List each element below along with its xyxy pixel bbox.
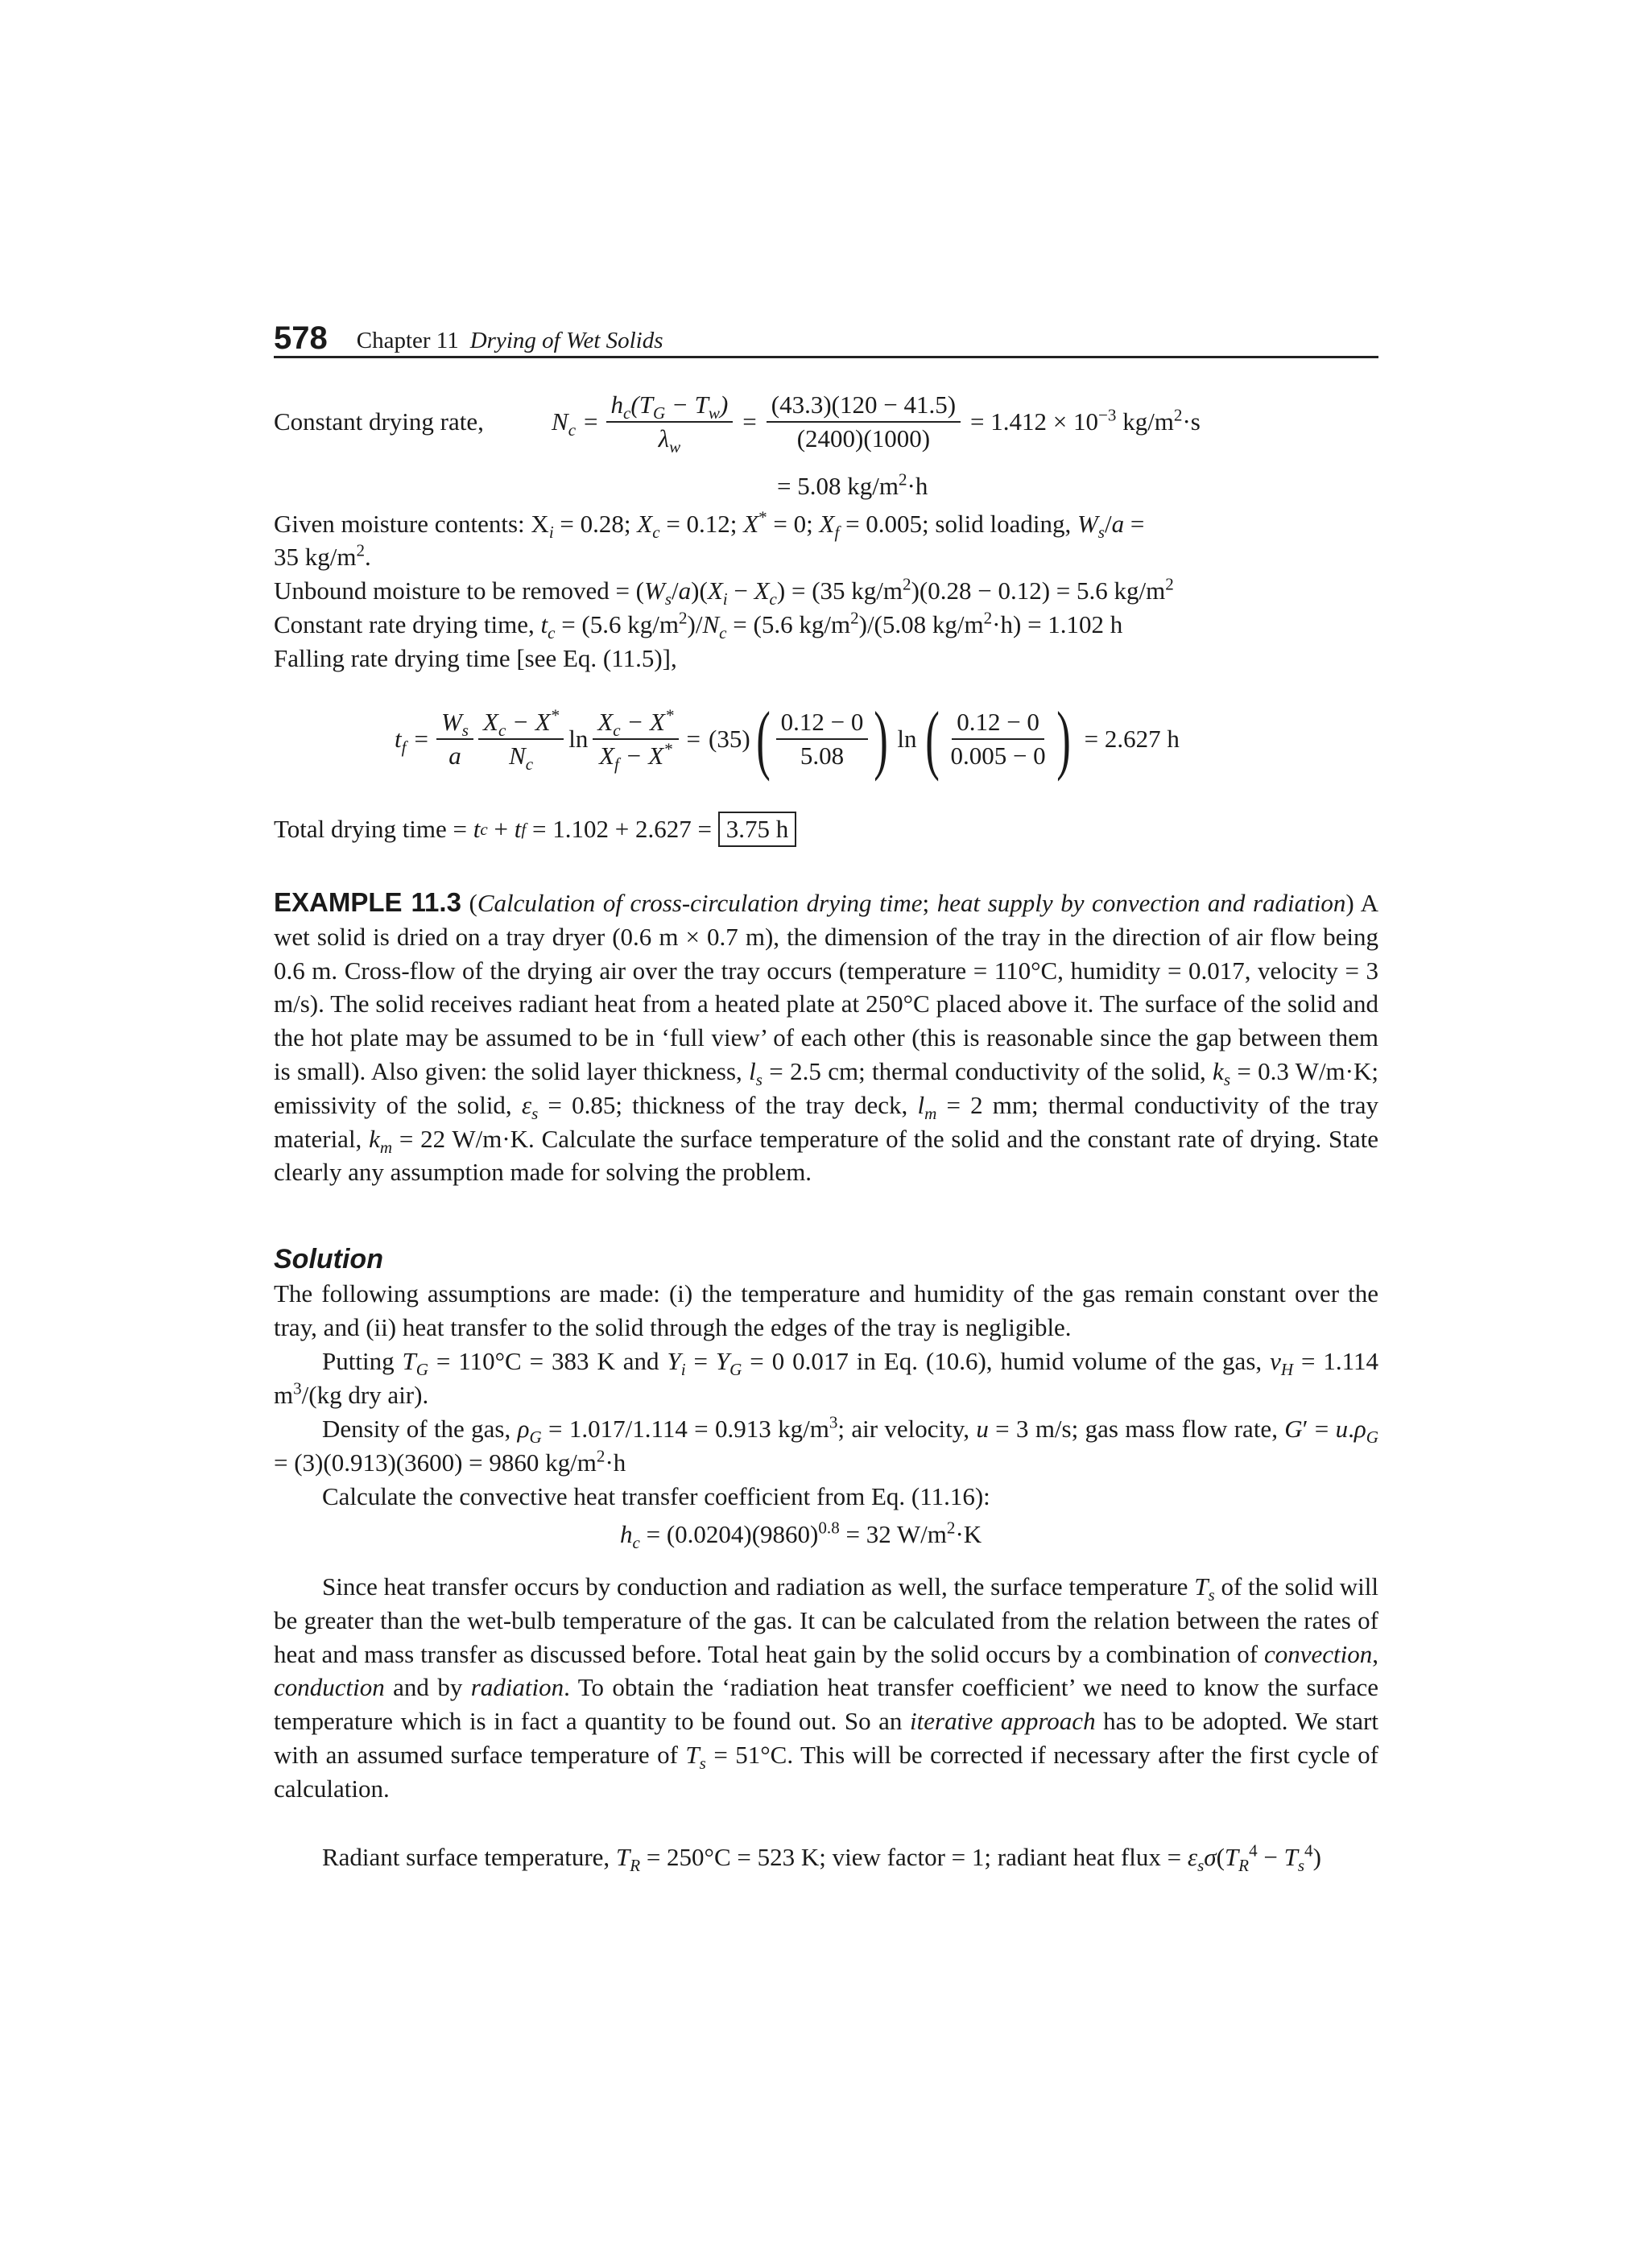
eq1-main: $N_c$ = $\frac{h_c(T_G - T_w)}{\lambda_w}$ = $\frac{(43.3)(120 - 41.5)}{(2400)(1000)}$ = $1.412 \times 10^{-3}$ $kg/m^2\cdot s$: [552, 390, 1201, 457]
falling-rate-heading: Falling rate drying time [see Eq. (11.5)],: [274, 644, 677, 672]
example-label: EXAMPLE 11.3: [274, 887, 461, 917]
hc-equation: $h_c = (0.0204)(9860)^{0.8} = 32$ $W/m^2\cdot K$: [620, 1518, 982, 1553]
eq1-fraction-numeric: $\frac{(43.3)(120 - 41.5)}{(2400)(1000)}$: [767, 390, 961, 453]
answer-box: 3.75 h: [718, 812, 797, 847]
total-drying-time: Total drying time = t c + t f = 1.102 + 2.627 = 3.75 h: [274, 812, 796, 847]
chapter-title: Drying of Wet Solids: [469, 328, 663, 353]
radiant-para: Radiant surface temperature, $T_R = 250^\circ C = 523$ K; view factor = 1; radiant heat flux = $\varepsilon_s\sigma(T_R^4 - T_s^4)$: [322, 1840, 1321, 1876]
eq2-result: = 2.627 h: [1084, 725, 1180, 753]
solution-assumptions: The following assumptions are made: (i) the temperature and humidity of the gas remain constant over the tray, and (ii) heat transfer to the solid through the edges of the tray is negligible.: [274, 1279, 1378, 1341]
humid-volume-para: Putting $T_G = 110^\circ C = 383$ K and $Y_i = Y_G = 0$ 0.017 in Eq. (10.6), humid volume of the gas, $v_H = 1.114$ $m^3/(kg$ dry air).: [274, 1347, 1378, 1409]
given-moisture: Given moisture contents: $X_i = 0.28$; $X_c = 0.12$; X* = 0; $X_f = 0.005$; solid loading, $W_s/a$ =: [274, 507, 1145, 543]
example-11-3: EXAMPLE 11.3 (Calculation of cross-circulation drying time; heat supply by convection and radiation) A wet solid is dried on a tray dryer (0.6 m × 0.7 m), the dimension of the tray in the direction of air flow being 0.6 m. Cross-flow of the drying air over the tray occurs (temperature = 110°C, humidity = 0.017, velocity = 3 m/s). The solid receives radiant heat from a heated plate at 250°C placed above it. The surface of the solid and the hot plate may be assumed to be in ‘full view’ of each other (this is reasonable since the gap between them is small). Also given: the solid layer thickness, $l_s = 2.5$ cm; thermal conductivity of the solid, $k_s = 0.3$ W/m·K; emissivity of the solid, $\varepsilon_s = 0.85$; thickness of the tray deck, $l_m = 2$ mm; thermal conductivity of the tray material, $k_m = 22$ W/m·K. Calculate the surface temperature of the solid and the constant rate of drying. State clearly any assumption made for solving the problem.: [274, 887, 1378, 1187]
solution-heading: Solution: [274, 1244, 383, 1274]
given-moisture-cont: 35 $kg/m^2$.: [274, 540, 371, 571]
eq1-label: Constant drying rate,: [274, 407, 484, 436]
eq1-line2: = 5.08 $kg/m^2\cdot h$: [777, 469, 928, 500]
density-para: Density of the gas, $\rho_G = 1.017/1.114 = 0.913$ $kg/m^3$; air velocity, u = 3 m/s; gas mass flow rate, $G' = u.\rho_G = (3)(0.913)(3600) = 9860$ $kg/m^2\cdot h$: [274, 1412, 1379, 1477]
convective-coeff-para: Calculate the convective heat transfer coefficient from Eq. (11.16):: [322, 1482, 990, 1510]
eq2-main: $t_f$ = $\frac{W_s}{a}$ $X_c - X^*$ $N_c$ ln $\frac{X_c - X^*}{X_f - X^*}$ = (35) ( 0.12 − 0 5.08 ) ln ( 0.12 − 0 0.005 − 0 ) = 2.627 h: [395, 696, 1180, 782]
page: [274, 0, 1378, 2268]
eq1-fraction-symbolic: $\frac{h_c(T_G - T_w)}{\lambda_w}$: [606, 390, 734, 453]
chapter-label: Chapter 11 Drying of Wet Solids: [356, 328, 663, 353]
eq1-result: = $1.412 \times 10^{-3}$ $kg/m^2\cdot s$: [970, 405, 1201, 436]
eq1-lhs: $N_c$: [552, 407, 577, 440]
surface-temp-para: Since heat transfer occurs by conduction and radiation as well, the surface temperature $T_s$ of the solid will be greater than the wet-bulb temperature of the gas. It can be calculated from the relation between the rates of heat and mass transfer as discussed before. Total heat gain by the solid occurs by a combination of convection, conduction and by radiation. To obtain the ‘radiation heat transfer coefficient’ we need to know the surface temperature which is in fact a quantity to be found out. So an iterative approach has to be adopted. We start with an assumed surface temperature of $T_s = 51^\circ C$. This will be corrected if necessary after the first cycle of calculation.: [274, 1572, 1378, 1803]
unbound-moisture: Unbound moisture to be removed = $(W_s/a)(X_i - X_c) = (35$ $kg/m^2)(0.28 - 0.12) = 5.6$ $kg/m^2$: [274, 574, 1174, 609]
page-number: 578: [274, 320, 328, 356]
constant-rate-time: Constant rate drying time, $t_c = (5.6$ $kg/m^2)/N_c = (5.6$ $kg/m^2)/(5.08$ $kg/m^2\cdot h) = 1.102$ h: [274, 608, 1123, 643]
running-header: [274, 320, 1378, 358]
